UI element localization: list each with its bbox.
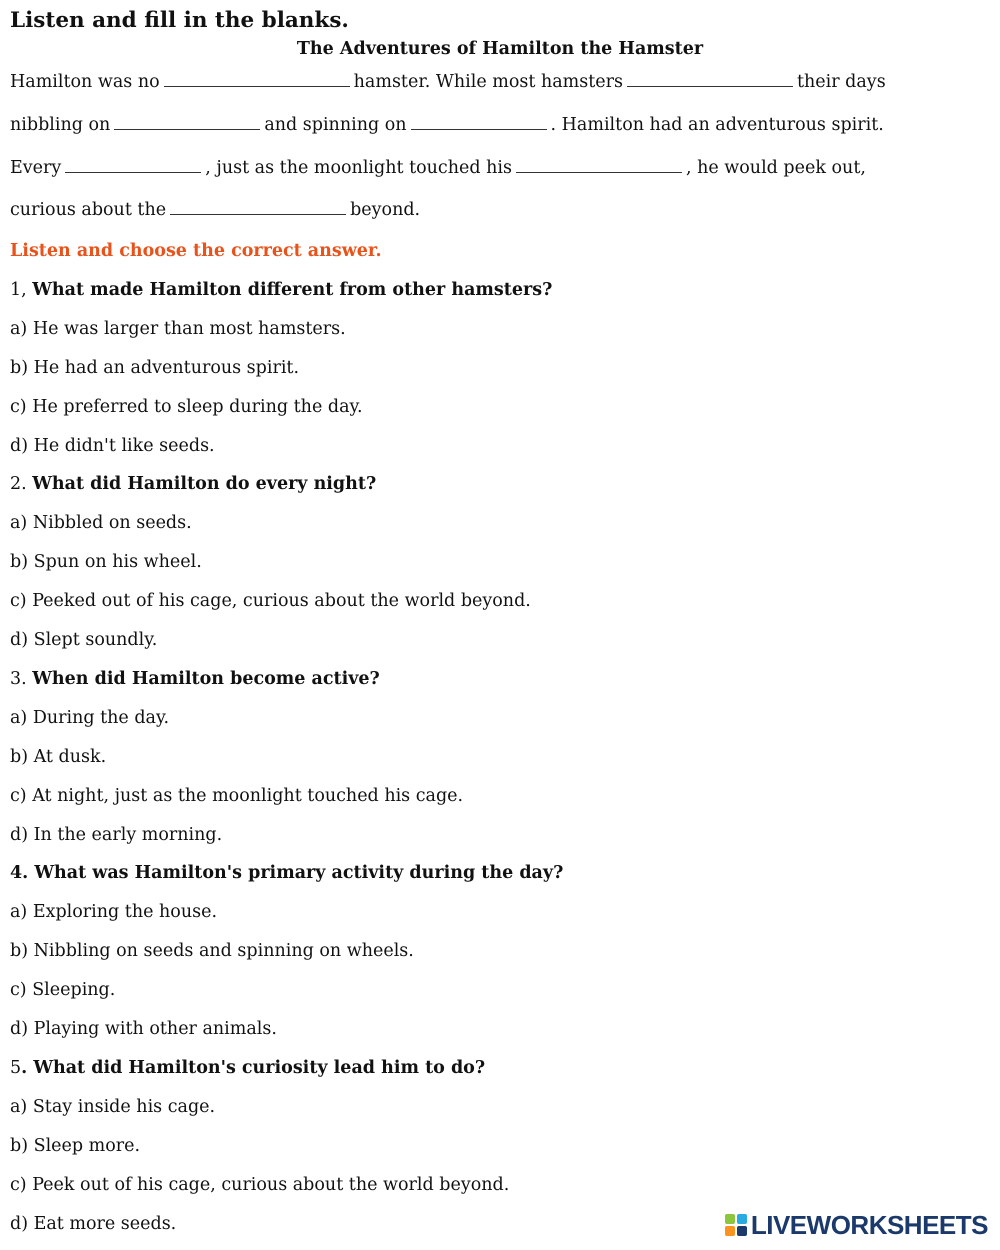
logo-tile-navy: [737, 1226, 747, 1236]
liveworksheets-logo[interactable]: [725, 1210, 988, 1240]
question-number: 1,: [10, 280, 27, 300]
answer-option[interactable]: d) He didn't like seeds.: [10, 436, 215, 456]
question-1: [10, 280, 552, 300]
question-number: 3.: [10, 669, 27, 689]
answer-option[interactable]: b) At dusk.: [10, 747, 107, 767]
question-text: What was Hamilton's primary activity during the day?: [34, 863, 564, 883]
logo-tile-blue: [737, 1214, 747, 1224]
answer-option[interactable]: b) Nibbling on seeds and spinning on wheels.: [10, 941, 414, 961]
fill-blank-2[interactable]: [627, 72, 793, 87]
logo-tile-orange: [725, 1226, 735, 1236]
answer-option[interactable]: a) He was larger than most hamsters.: [10, 319, 346, 339]
question-number: 2.: [10, 474, 27, 494]
answer-option[interactable]: b) Spun on his wheel.: [10, 552, 202, 572]
paragraph-text: nibbling on: [10, 115, 111, 135]
question-number: 4.: [10, 863, 29, 883]
paragraph-text: , just as the moonlight touched his: [205, 158, 512, 178]
question-text: What did Hamilton do every night?: [32, 474, 377, 494]
paragraph-text: , he would peek out,: [685, 158, 866, 178]
fill-blank-3[interactable]: [114, 115, 260, 130]
paragraph-line-2: [10, 115, 884, 135]
answer-option[interactable]: c) Peeked out of his cage, curious about the world beyond.: [10, 591, 531, 611]
question-text: When did Hamilton become active?: [32, 669, 380, 689]
paragraph-text: Hamilton was no: [10, 72, 160, 92]
question-4: [10, 863, 563, 883]
answer-option[interactable]: b) Sleep more.: [10, 1136, 141, 1156]
logo-text: LIVEWORKSHEETS: [750, 1209, 988, 1240]
paragraph-text: beyond.: [350, 200, 421, 220]
paragraph-text: their days: [796, 72, 886, 92]
answer-option[interactable]: a) Stay inside his cage.: [10, 1097, 216, 1117]
fill-blank-1[interactable]: [164, 72, 350, 87]
worksheet-heading: Listen and fill in the blanks.: [10, 8, 349, 33]
question-3: [10, 669, 380, 689]
paragraph-line-3: [10, 158, 866, 178]
fill-blank-4[interactable]: [411, 115, 547, 130]
fill-blank-6[interactable]: [516, 158, 682, 173]
liveworksheets-logo-icon: [725, 1214, 747, 1236]
answer-option[interactable]: a) Nibbled on seeds.: [10, 513, 192, 533]
paragraph-text: and spinning on: [264, 115, 407, 135]
paragraph-text: hamster. While most hamsters: [353, 72, 623, 92]
paragraph-line-1: [10, 72, 886, 92]
answer-option[interactable]: b) He had an adventurous spirit.: [10, 358, 300, 378]
fill-blank-5[interactable]: [65, 158, 201, 173]
section-title-choose: Listen and choose the correct answer.: [10, 241, 382, 261]
story-title: The Adventures of Hamilton the Hamster: [296, 39, 704, 59]
question-number: 5: [10, 1058, 22, 1078]
answer-option[interactable]: d) Slept soundly.: [10, 630, 158, 650]
logo-tile-green: [725, 1214, 735, 1224]
paragraph-text: curious about the: [10, 200, 167, 220]
answer-option[interactable]: a) Exploring the house.: [10, 902, 218, 922]
question-2: [10, 474, 376, 494]
fill-blank-7[interactable]: [170, 200, 346, 215]
question-text: What made Hamilton different from other hamsters?: [32, 280, 553, 300]
answer-option[interactable]: d) In the early morning.: [10, 825, 223, 845]
paragraph-text: . Hamilton had an adventurous spirit.: [550, 115, 884, 135]
answer-option[interactable]: c) Peek out of his cage, curious about the world beyond.: [10, 1175, 510, 1195]
paragraph-line-4: [10, 200, 420, 220]
paragraph-text: Every: [10, 158, 62, 178]
answer-option[interactable]: c) Sleeping.: [10, 980, 116, 1000]
answer-option[interactable]: d) Playing with other animals.: [10, 1019, 277, 1039]
answer-option[interactable]: c) He preferred to sleep during the day.: [10, 397, 363, 417]
question-text: . What did Hamilton's curiosity lead him to do?: [21, 1058, 486, 1078]
answer-option[interactable]: c) At night, just as the moonlight touched his cage.: [10, 786, 464, 806]
answer-option[interactable]: a) During the day.: [10, 708, 170, 728]
answer-option[interactable]: d) Eat more seeds.: [10, 1214, 177, 1234]
question-5: [10, 1058, 485, 1078]
